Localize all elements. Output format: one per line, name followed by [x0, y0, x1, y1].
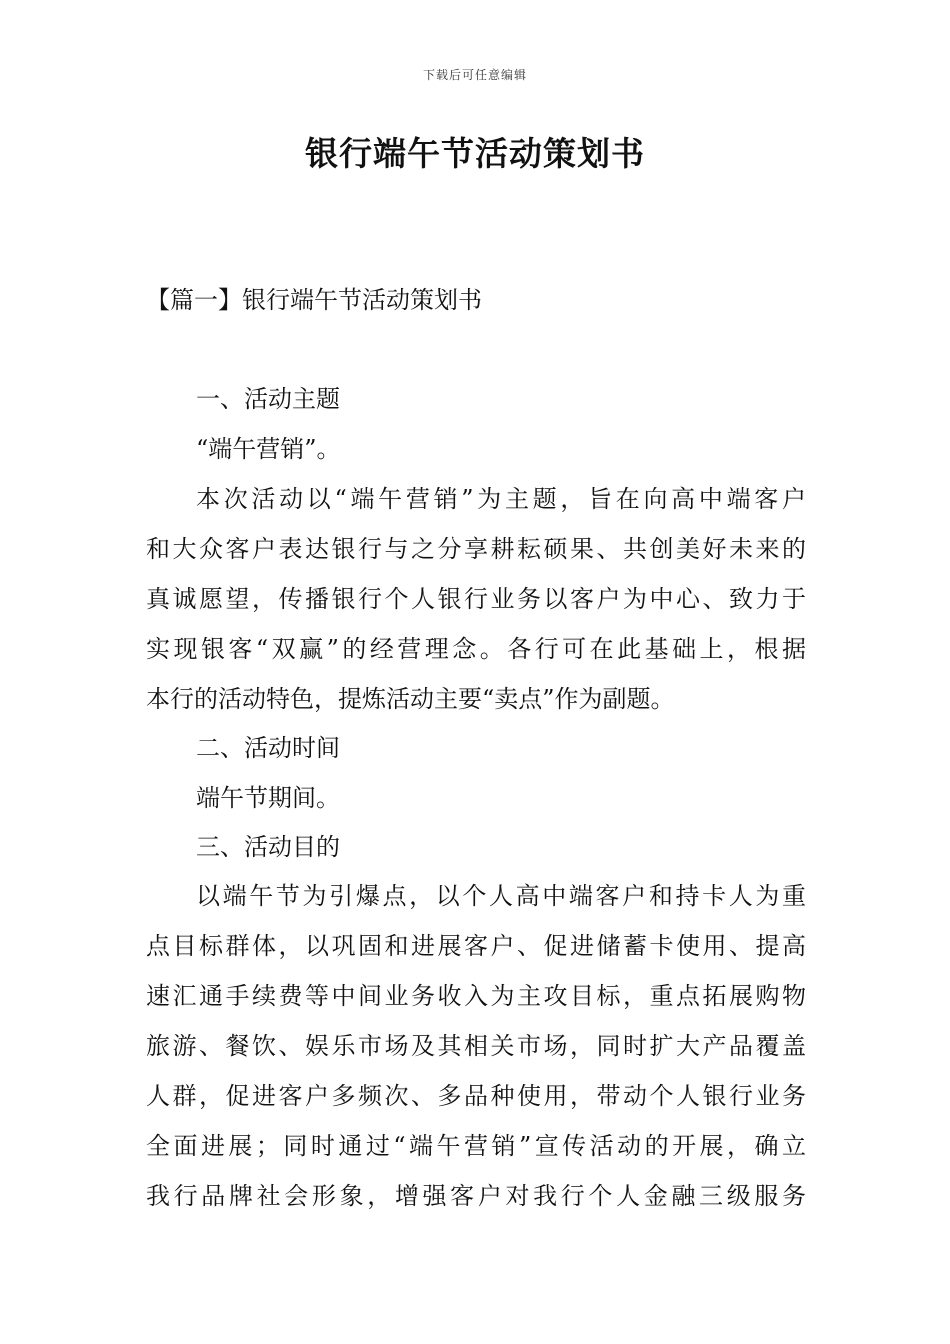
paragraph-line: 旅游、餐饮、娱乐市场及其相关市场，同时扩大产品覆盖	[146, 1032, 806, 1060]
paragraph-line: 端午节期间。	[196, 784, 340, 812]
heading-activity-time: 二、活动时间	[196, 734, 340, 762]
section-heading: 【篇一】银行端午节活动策划书	[146, 286, 482, 314]
paragraph-line: 本次活动以“端午营销”为主题，旨在向高中端客户	[196, 485, 806, 513]
paragraph-line: 点目标群体，以巩固和进展客户、促进储蓄卡使用、提高	[146, 932, 806, 960]
heading-activity-purpose: 三、活动目的	[196, 833, 340, 861]
paragraph-line: 全面进展；同时通过“端午营销”宣传活动的开展，确立	[146, 1132, 806, 1160]
paragraph-line: “端午营销”。	[196, 435, 341, 463]
header-note: 下载后可任意编辑	[422, 68, 527, 82]
heading-activity-theme: 一、活动主题	[196, 385, 340, 413]
paragraph-line: 我行品牌社会形象，增强客户对我行个人金融三级服务	[146, 1182, 806, 1210]
paragraph-line: 人群，促进客户多频次、多品种使用，带动个人银行业务	[146, 1082, 806, 1110]
paragraph-line: 和大众客户表达银行与之分享耕耘硕果、共创美好未来的	[146, 535, 806, 563]
paragraph-line: 速汇通手续费等中间业务收入为主攻目标，重点拓展购物	[146, 982, 806, 1010]
paragraph-line: 实现银客“双赢”的经营理念。各行可在此基础上，根据	[146, 635, 806, 663]
paragraph-line: 本行的活动特色，提炼活动主要“卖点”作为副题。	[146, 685, 675, 713]
document-title: 银行端午节活动策划书	[305, 134, 645, 173]
paragraph-line: 以端午节为引爆点，以个人高中端客户和持卡人为重	[196, 882, 806, 910]
paragraph-line: 真诚愿望，传播银行个人银行业务以客户为中心、致力于	[146, 585, 806, 613]
